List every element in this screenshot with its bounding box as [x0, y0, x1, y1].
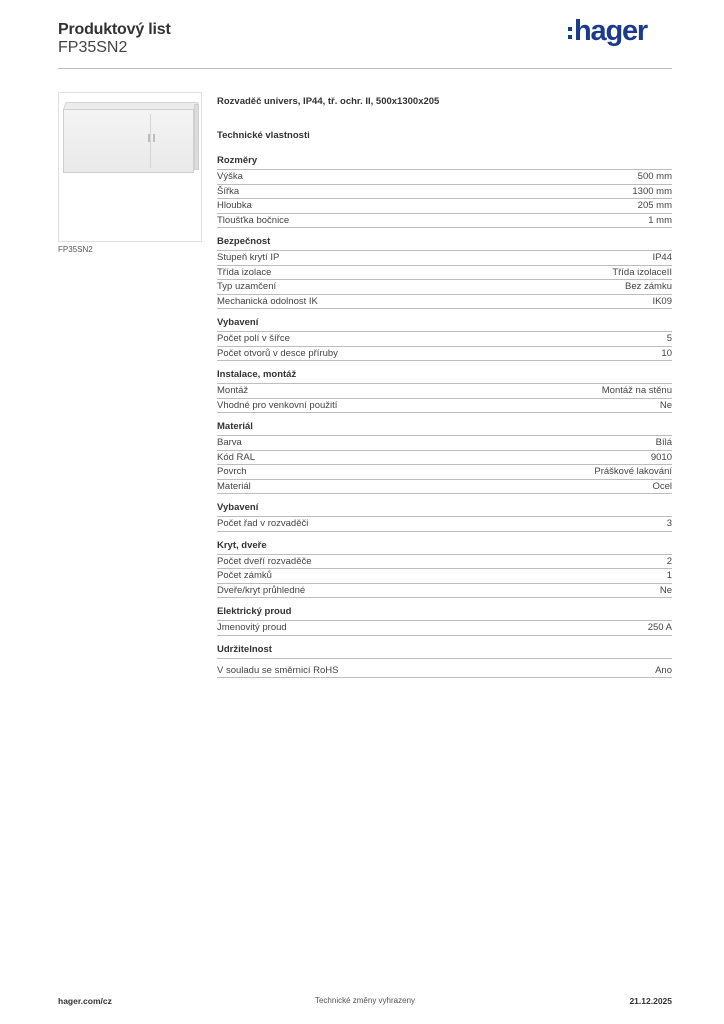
header-divider [58, 68, 672, 69]
spec-value: Bez zámku [625, 281, 672, 292]
spec-row [217, 214, 672, 229]
spec-value: Třída izolaceII [612, 266, 672, 278]
spec-label: Dveře/kryt průhledné [217, 584, 306, 596]
spec-section-safety [217, 236, 672, 309]
spec-label: Hloubka [217, 200, 252, 211]
spec-label: Šířka [217, 185, 240, 197]
spec-label: Počet zámků [217, 570, 272, 581]
spec-label: Stupeň krytí IP [217, 252, 280, 263]
spec-row [217, 399, 672, 414]
spec-row [217, 170, 672, 185]
spec-value: 1 mm [648, 214, 672, 226]
product-image [58, 92, 202, 242]
spec-section-electric-current [217, 606, 672, 636]
spec-label: Kód RAL [217, 451, 256, 463]
spec-value: 500 mm [637, 171, 672, 182]
tech-properties-title: Technické vlastnosti [217, 130, 310, 141]
spec-row [217, 555, 672, 570]
spec-content [217, 96, 672, 678]
spec-value: Montáž na stěnu [601, 385, 672, 396]
spec-row [217, 266, 672, 281]
hager-logo[interactable] [568, 14, 647, 48]
spec-row [217, 384, 672, 399]
spec-label: Počet řad v rozvaděči [217, 518, 309, 529]
spec-section-dimensions [217, 155, 672, 228]
spec-label: Vhodné pro venkovní použití [217, 399, 338, 411]
spec-label: Materiál [217, 480, 251, 492]
spec-label: Výška [217, 171, 243, 182]
image-caption: FP35SN2 [58, 245, 93, 254]
spec-value: Ne [659, 399, 672, 411]
spec-row [217, 664, 672, 679]
spec-value: IP44 [652, 252, 672, 263]
logo-dots-icon [568, 27, 572, 39]
product-name: Rozvaděč univers, IP44, tř. ochr. II, 500x1300x205 [217, 96, 440, 107]
spec-value: 9010 [650, 451, 672, 463]
spec-row [217, 280, 672, 295]
spec-row [217, 332, 672, 347]
spec-value: Ano [655, 664, 672, 676]
spec-row [217, 251, 672, 266]
spec-value: Ocel [652, 480, 672, 492]
section-title: Elektrický proud [217, 606, 672, 621]
spec-row [217, 465, 672, 480]
spec-row [217, 347, 672, 362]
spec-value: Bílá [655, 437, 672, 448]
cabinet-lock-icon [148, 134, 150, 142]
section-title: Materiál [217, 421, 672, 436]
spec-value: 5 [666, 333, 672, 344]
spec-label: Tloušťka bočnice [217, 214, 290, 226]
spec-row [217, 199, 672, 214]
spec-label: Mechanická odolnost IK [217, 295, 318, 307]
spec-row [217, 621, 672, 636]
product-code: FP35SN2 [58, 39, 128, 56]
section-title: Rozměry [217, 155, 672, 170]
spec-section-equipment [217, 317, 672, 361]
section-title: Kryt, dveře [217, 540, 672, 555]
section-title: Vybavení [217, 502, 672, 517]
spec-label: Typ uzamčení [217, 281, 277, 292]
cabinet-hinge-icon [153, 134, 155, 142]
page-title: Produktový list [58, 21, 171, 38]
spec-label: Třída izolace [217, 266, 272, 278]
cabinet-front [63, 109, 194, 173]
spec-value: 2 [666, 555, 672, 567]
spec-label: Barva [217, 437, 242, 448]
section-title: Vybavení [217, 317, 672, 332]
footer-date: 21.12.2025 [629, 996, 672, 1006]
spec-row [217, 451, 672, 466]
footer-disclaimer: Technické změny vyhrazeny [314, 996, 416, 1005]
spec-label: Povrch [217, 466, 247, 477]
spec-row [217, 436, 672, 451]
spec-section-sustainability [217, 644, 672, 679]
spec-label: Počet otvorů v desce příruby [217, 347, 338, 359]
spec-row [217, 185, 672, 200]
section-title: Udržitelnost [217, 644, 672, 659]
spec-row [217, 517, 672, 532]
spec-row [217, 584, 672, 599]
footer-website-link[interactable]: hager.com/cz [58, 996, 112, 1006]
cabinet-side [194, 104, 199, 170]
spec-value: 1300 mm [632, 185, 672, 197]
spec-section-installation [217, 369, 672, 413]
spec-label: Montáž [217, 385, 249, 396]
spec-section-cover-doors [217, 540, 672, 599]
spec-row [217, 569, 672, 584]
spec-value: Práškové lakování [594, 466, 672, 477]
spec-label: V souladu se směrnicí RoHS [217, 664, 339, 676]
spec-row [217, 295, 672, 310]
spec-label: Počet polí v šířce [217, 333, 290, 344]
spec-section-material [217, 421, 672, 494]
spec-row [217, 480, 672, 495]
spec-value: 10 [661, 347, 672, 359]
spec-value: Ne [659, 584, 672, 596]
spec-value: 205 mm [637, 200, 672, 211]
spec-section-equipment-rows [217, 502, 672, 532]
spec-value: 250 A [647, 622, 672, 633]
section-title: Bezpečnost [217, 236, 672, 251]
cabinet-door-seam [150, 114, 151, 168]
spec-label: Počet dveří rozvaděče [217, 555, 312, 567]
spec-value: 1 [666, 570, 672, 581]
spec-label: Jmenovitý proud [217, 622, 287, 633]
logo-text: hager [574, 15, 647, 47]
spec-value: 3 [666, 518, 672, 529]
spec-value: IK09 [652, 295, 672, 307]
section-title: Instalace, montáž [217, 369, 672, 384]
